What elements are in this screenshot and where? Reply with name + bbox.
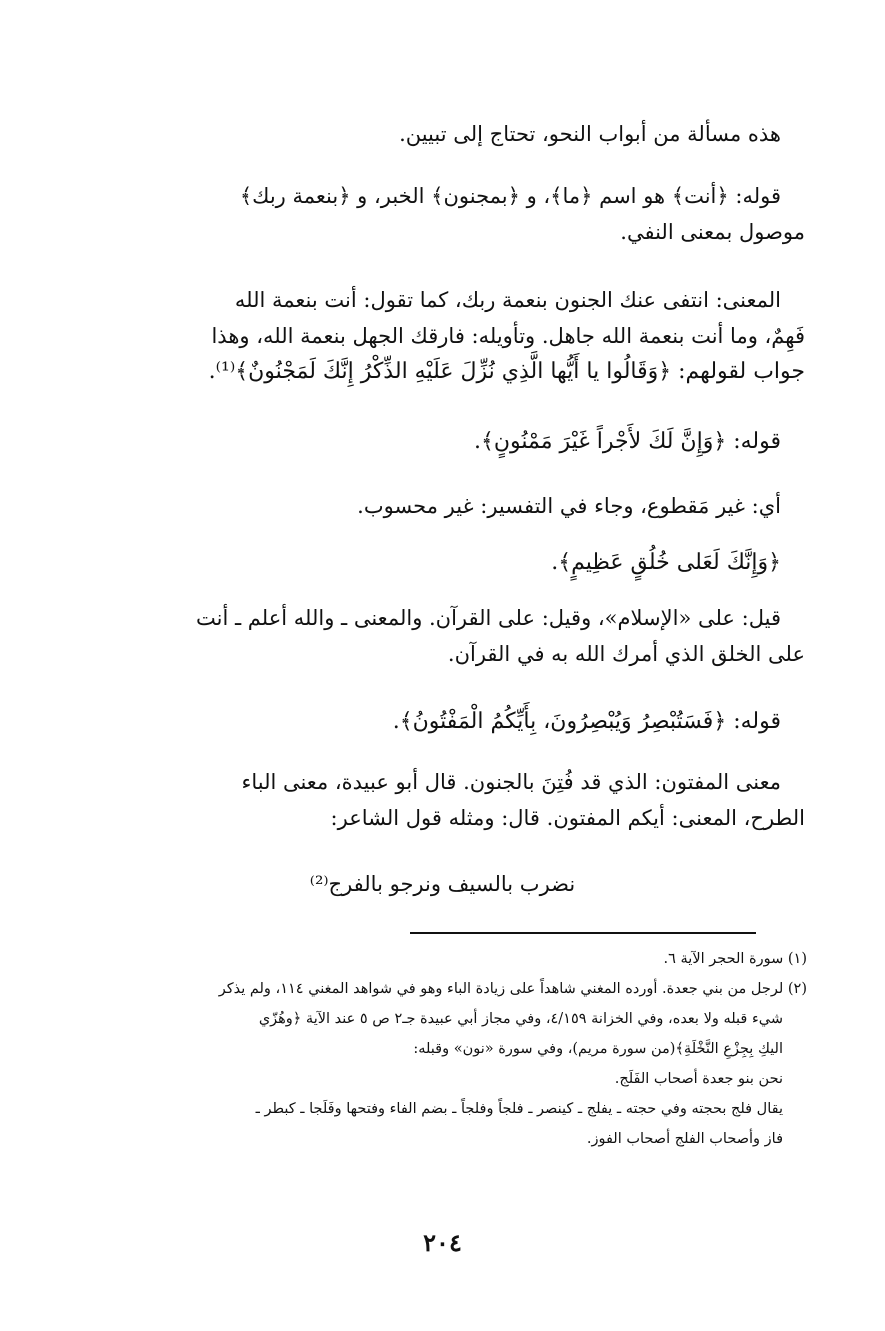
text-line: فَهِمٌ، وما أنت بنعمة الله جاهل. وتأويله: فارقك الجهل بنعمة الله، وهذا xyxy=(211,324,805,348)
paragraph-intro xyxy=(80,116,805,152)
text-line: ﴿وَإِنَّكَ لَعَلى خُلُقٍ عَظِيمٍ﴾. xyxy=(551,550,781,575)
text-line: نضرب بالسيف ونرجو بالفرج⁽²⁾ xyxy=(309,872,576,896)
paragraph-fasatubsir xyxy=(80,704,805,740)
footnote-line: فاز وأصحاب الفلج أصحاب الفوز. xyxy=(586,1131,783,1147)
paragraph-khuluq-azim xyxy=(80,545,805,581)
text-line: موصول بمعنى النفي. xyxy=(620,220,805,244)
footnote-line: شيء قبله ولا بعده، وفي الخزانة ٤/١٥٩، وفي مجاز أبي عبيدة جـ٢ ص ٥ عند الآية ﴿وهُزّي xyxy=(258,1011,783,1027)
paragraph-qawluhu-anta xyxy=(80,178,805,250)
poetry-verse xyxy=(80,866,805,902)
footnote-divider xyxy=(410,932,756,934)
footnote-1 xyxy=(80,944,807,974)
text-line: المعنى: انتفى عنك الجنون بنعمة ربك، كما تقول: أنت بنعمة الله xyxy=(234,288,781,312)
footnote-2 xyxy=(80,974,807,1154)
paragraph-meaning xyxy=(80,282,805,390)
paragraph-ghayr-maqtu xyxy=(80,488,805,524)
text-line: قوله: ﴿أنت﴾ هو اسم ﴿ما﴾، و ﴿بمجنون﴾ الخبر، و ﴿بنعمة ربك﴾ xyxy=(239,184,781,208)
text-line: قوله: ﴿فَسَتُبْصِرُ وَيُبْصِرُونَ، بِأَيِّكُمُ الْمَفْتُونُ﴾. xyxy=(392,709,781,734)
text-line: معنى المفتون: الذي قد فُتِنَ بالجنون. قال أبو عبيدة، معنى الباء xyxy=(241,770,781,794)
text-line: قوله: ﴿وَإِنَّ لَكَ لأَجْراً غَيْرَ مَمْنُونٍ﴾. xyxy=(473,429,781,454)
footnote-line: يقال فلج بحجته وفي حجته ـ يفلج ـ كينصر ـ فلجاً وفلجاً ـ بضم الفاء وفتحها وفَلَجا ـ كبطر ـ xyxy=(255,1101,783,1117)
footnote-line: اليكِ بِجِزْعِ النَّخْلَةِ﴾(من سورة مريم)، وفي سورة «نون» وقبله: xyxy=(413,1041,783,1057)
paragraph-maftun xyxy=(80,764,805,836)
text-line: قيل: على «الإسلام»، وقيل: على القرآن. والمعنى ـ والله أعلم ـ أنت xyxy=(195,606,781,630)
text-line: هذه مسألة من أبواب النحو، تحتاج إلى تبيين. xyxy=(399,122,781,146)
footnote-line: (١) سورة الحجر الآية ٦. xyxy=(663,951,807,967)
text-line: أي: غير مَقطوع، وجاء في التفسير: غير محسوب. xyxy=(357,494,781,518)
footnotes xyxy=(80,944,807,1154)
text-line: الطرح، المعنى: أيكم المفتون. قال: ومثله قول الشاعر: xyxy=(330,806,805,830)
page-number: ٢٠٤ xyxy=(423,1228,462,1257)
footnote-line: (٢) لرجل من بني جعدة. أورده المغني شاهداً على زيادة الباء وهو في شواهد المغني ١١٤، ولم يذكر xyxy=(218,981,807,997)
text-line: جواب لقولهم: ﴿وَقَالُوا يا أَيُّها الَّذِي نُزِّلَ عَلَيْهِ الذِّكْرُ إِنَّكَ لَمَجْنُونٌ﴾⁽¹⁾. xyxy=(208,359,805,384)
footnote-line: نحن بنو جعدة أصحاب الفَلَج. xyxy=(614,1071,783,1087)
paragraph-qila-islam xyxy=(80,600,805,672)
paragraph-qawluhu-ajr xyxy=(80,424,805,460)
text-line: على الخلق الذي أمرك الله به في القرآن. xyxy=(447,642,805,666)
